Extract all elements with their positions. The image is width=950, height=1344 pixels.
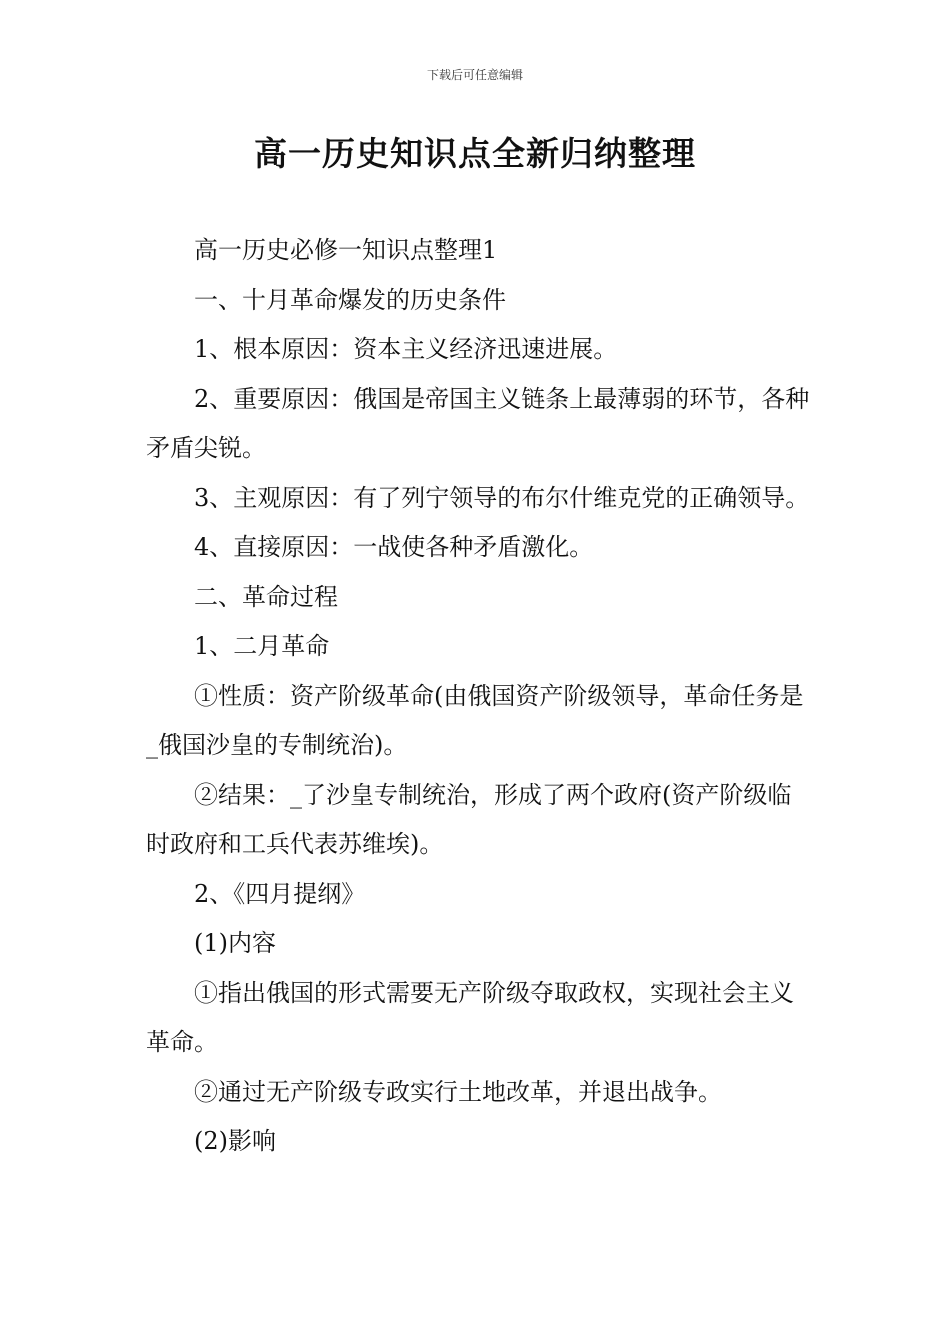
document-title: 高一历史知识点全新归纳整理 (254, 134, 696, 173)
paragraph: ①性质：资产阶级革命(由俄国资产阶级领导，革命任务是_俄国沙皇的专制统治)。 (146, 681, 804, 759)
paragraph: 高一历史必修一知识点整理1 (194, 236, 498, 264)
paragraph: 二、革命过程 (194, 582, 338, 611)
paragraph: (1)内容 (194, 929, 276, 957)
paragraph: 一、十月革命爆发的历史条件 (194, 285, 506, 314)
paragraph: (2)影响 (194, 1127, 276, 1155)
paragraph: 1、二月革命 (194, 632, 330, 660)
paragraph: 3、主观原因：有了列宁领导的布尔什维克党的正确领导。 (194, 483, 810, 512)
paragraph: 2、《四月提纲》 (194, 879, 366, 908)
document-body (146, 226, 810, 1167)
paragraph: 2、重要原因：俄国是帝国主义链条上最薄弱的环节，各种矛盾尖锐。 (146, 384, 810, 462)
paragraph: ①指出俄国的形式需要无产阶级夺取政权，实现社会主义革命。 (146, 978, 794, 1056)
header-note: 下载后可任意编辑 (426, 68, 523, 82)
paragraph: ②通过无产阶级专政实行土地改革，并退出战争。 (194, 1077, 722, 1106)
paragraph: ②结果：_了沙皇专制统治，形成了两个政府(资产阶级临时政府和工兵代表苏维埃)。 (146, 780, 792, 858)
paragraph: 1、根本原因：资本主义经济迅速进展。 (194, 335, 618, 363)
paragraph: 4、直接原因：一战使各种矛盾激化。 (194, 533, 594, 561)
